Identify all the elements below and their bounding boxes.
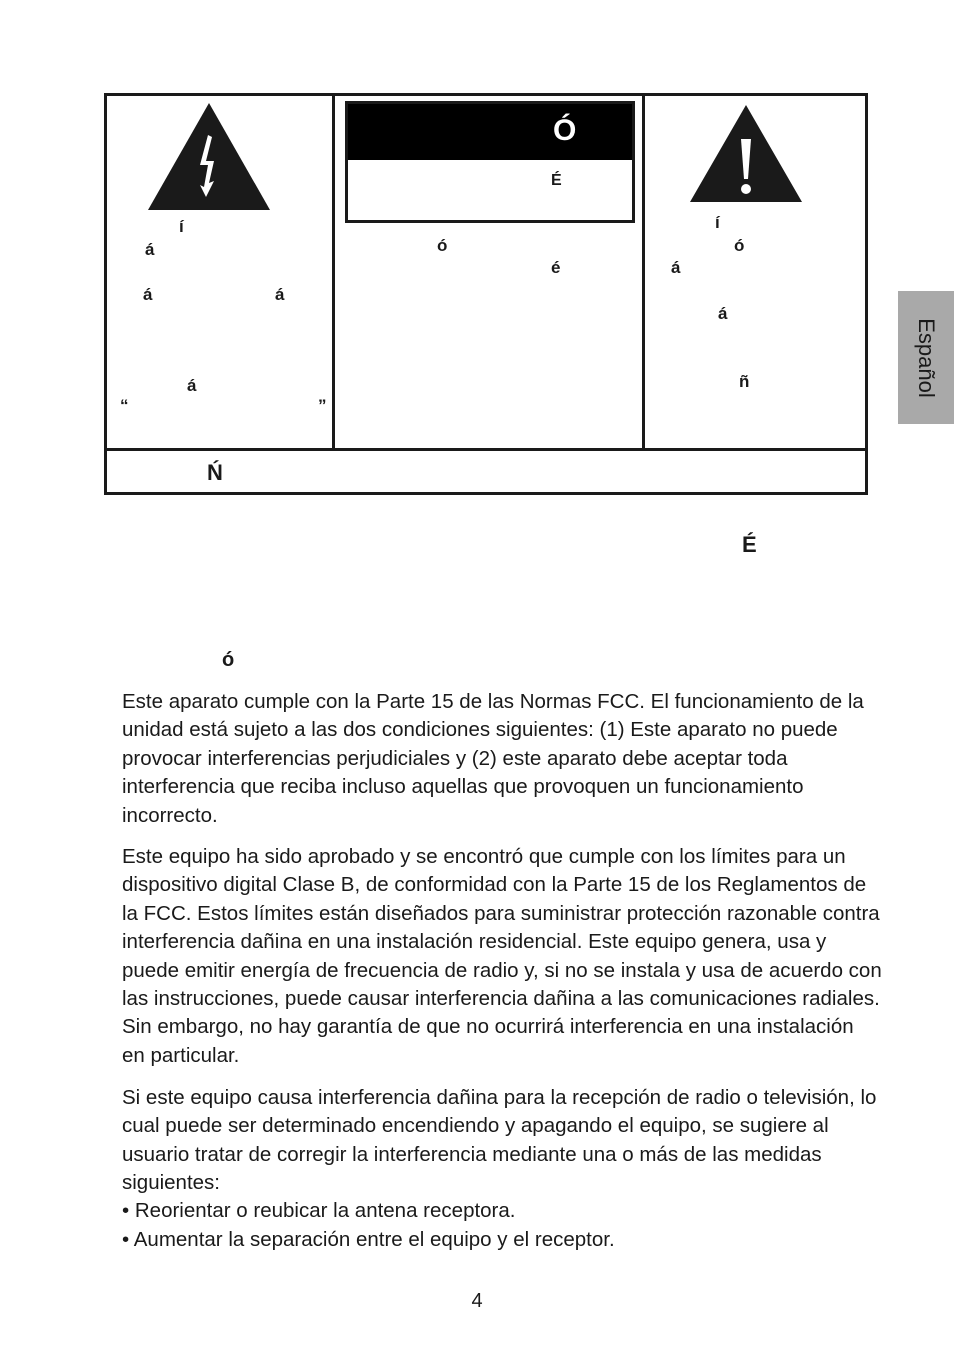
page-number: 4 (471, 1290, 483, 1312)
warning-divider-bottom (104, 448, 868, 451)
left-fragment-3: á (143, 285, 153, 304)
language-tab-label: Español (914, 317, 939, 398)
paragraph-interference-measures (122, 1084, 882, 1198)
warning-bottom-fragment: Ń (207, 460, 223, 485)
right-fragment-5: ñ (739, 372, 750, 391)
left-quote-open: “ (120, 396, 129, 415)
left-quote-close: ” (318, 396, 327, 415)
bullet-item: • Aumentar la separación entre el equipo y el receptor. (122, 1228, 615, 1251)
paragraph-text: Este aparato cumple con la Parte 15 de las Normas FCC. El funcionamiento de la unidad está sujeto a las dos condiciones siguientes: (1) Este aparato no puede provocar interferencias perjudiciales y (2) este aparato debe aceptar toda interferencia que reciba incluso aquellas que provoquen un funcionamiento incorrecto. (122, 690, 864, 827)
right-fragment-3: á (671, 258, 681, 277)
section-fragment-e: É (742, 532, 757, 557)
lightning-triangle-icon (148, 103, 270, 210)
right-fragment-4: á (718, 304, 728, 323)
warning-divider-left (332, 93, 335, 450)
right-fragment-2: ó (734, 236, 745, 255)
bullet-item: • Reorientar o reubicar la antena receptora. (122, 1199, 516, 1222)
paragraph-text: Si este equipo causa interferencia dañina para la recepción de radio o televisión, lo cual puede ser determinado encendiendo y apagando el equipo, se sugiere al usuario tratar de corregir la interferencia mediante una o más de las medidas siguientes: (122, 1086, 877, 1195)
center-fragment-2: é (551, 258, 561, 277)
right-fragment-1: í (715, 213, 720, 232)
left-fragment-1: í (179, 217, 184, 236)
warning-divider-right (642, 93, 645, 450)
paragraph-fcc-conditions (122, 688, 882, 830)
caution-label (345, 101, 635, 223)
left-fragment-4: á (275, 285, 285, 304)
exclamation-triangle-icon (690, 105, 802, 202)
paragraph-class-b (122, 843, 882, 1070)
language-tab (898, 291, 954, 424)
paragraph-text: Este equipo ha sido aprobado y se encontró que cumple con los límites para un dispositivo digital Clase B, de conformidad con la Parte 15 de los Reglamentos de la FCC. Estos límites están diseñados para suministrar protección razonable contra interferencia dañina en una instalación residencial. Este equipo genera, usa y puede emitir energía de frecuencia de radio y, si no se instala y usa de acuerdo con las instrucciones, puede causar interferencia dañina a las comunicaciones radiales. Sin embargo, no hay garantía de que no ocurrirá interferencia en una instalación en particular. (122, 845, 882, 1067)
left-fragment-5: á (187, 376, 197, 395)
caution-sub-text: É (551, 172, 562, 189)
caution-header-text: Ó (553, 114, 577, 147)
center-fragment-1: ó (437, 236, 448, 255)
caution-label-header (348, 104, 632, 160)
section-fragment-o: ó (222, 649, 235, 671)
left-fragment-2: á (145, 240, 155, 259)
